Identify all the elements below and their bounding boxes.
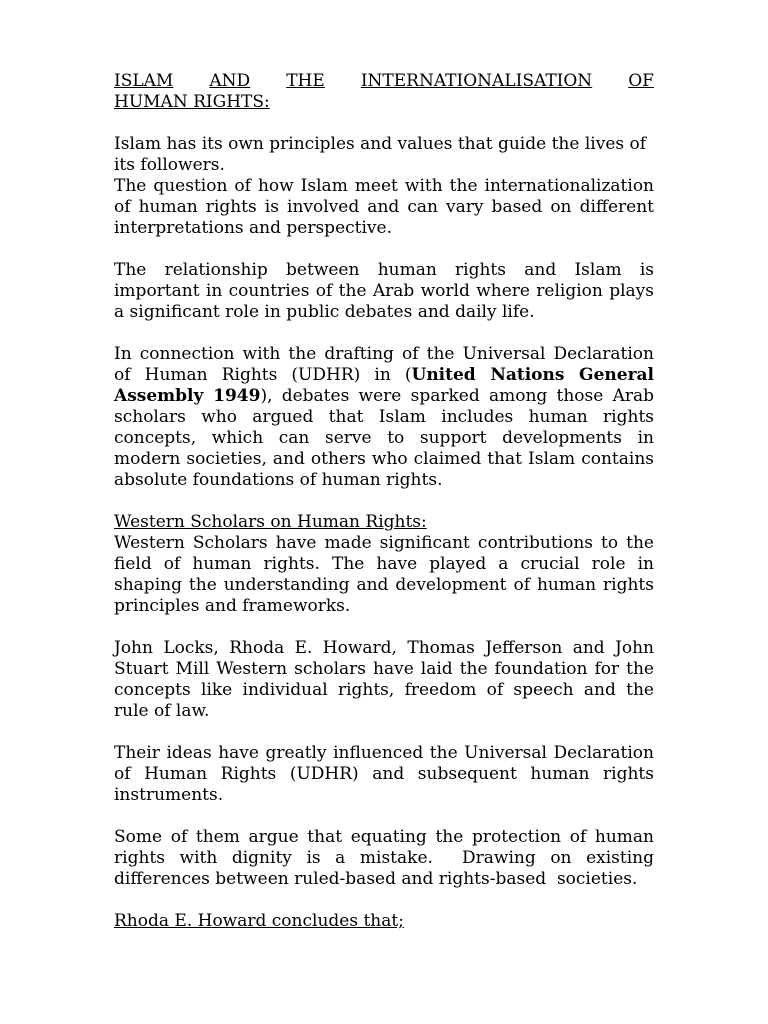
title-word: OF xyxy=(628,71,654,91)
title-word: INTERNATIONALISATION xyxy=(360,71,593,91)
title-word: AND xyxy=(209,71,251,91)
paragraph-4 xyxy=(114,344,654,491)
title-line-2: HUMAN RIGHTS: xyxy=(114,92,270,112)
paragraph-7: Their ideas have greatly influenced the Universal Declaration of Human Rights (UDHR) and subsequent human rights instruments. xyxy=(114,743,654,805)
paragraph-5: Western Scholars have made significant contributions to the field of human rights. The have played a crucial role in shaping the understanding and development of human rights principles and frameworks. xyxy=(114,533,654,616)
section-heading-western-scholars: Western Scholars on Human Rights: xyxy=(114,512,427,532)
paragraph-2: The question of how Islam meet with the internationalization of human rights is involved and can vary based on different interpretations and perspective. xyxy=(114,176,654,238)
title-line-1 xyxy=(114,71,654,92)
title-word: ISLAM xyxy=(114,71,174,91)
paragraph-4-after: ), debates were sparked among those Arab scholars who argued that Islam includes human rights concepts, which can serve to support developments in modern societies, and others who claimed that Islam contains absolute foundations of human rights. xyxy=(114,386,654,490)
paragraph-3: The relationship between human rights and Islam is important in countries of the Arab world where religion plays a significant role in public debates and daily life. xyxy=(114,260,654,322)
paragraph-4-bold: United Nations General Assembly 1949 xyxy=(114,365,655,406)
paragraph-4-before: In connection with the drafting of the Universal Declaration of Human Rights (UDHR) in ( xyxy=(114,344,654,385)
section-heading-howard: Rhoda E. Howard concludes that; xyxy=(114,911,404,931)
paragraph-1: Islam has its own principles and values that guide the lives of its followers. xyxy=(114,134,647,175)
paragraph-6: John Locks, Rhoda E. Howard, Thomas Jefferson and John Stuart Mill Western scholars have laid the foundation for the concepts like individual rights, freedom of speech and the rule of law. xyxy=(114,638,654,721)
paragraph-8: Some of them argue that equating the protection of human rights with dignity is a mistake. Drawing on existing differences between ruled-based and rights-based societies. xyxy=(114,827,660,889)
title-word: THE xyxy=(286,71,325,91)
